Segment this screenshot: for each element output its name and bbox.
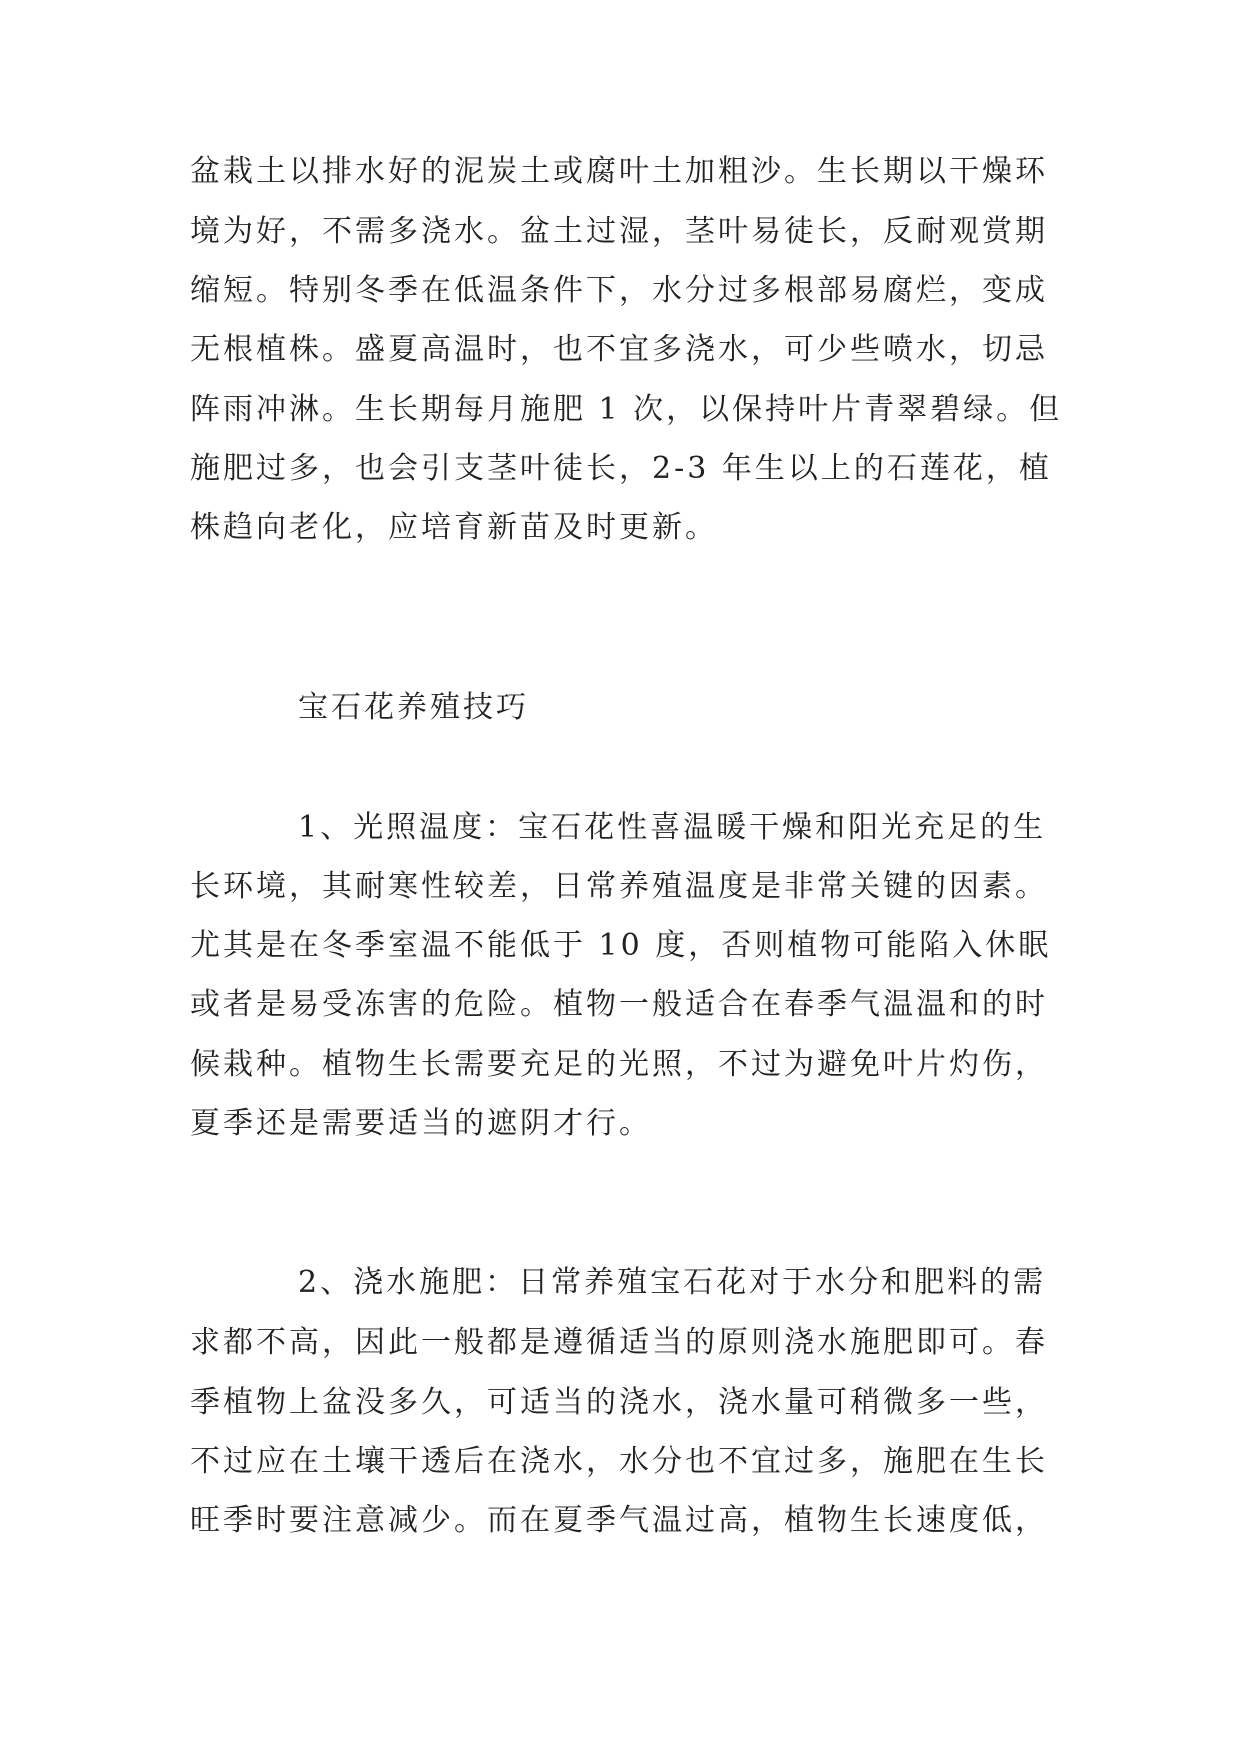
paragraph-3-line-2: 求都不高，因此一般都是遵循适当的原则浇水施肥即可。春 (190, 1325, 1048, 1360)
paragraph-1-line-2: 境为好，不需多浇水。盆土过湿，茎叶易徒长，反耐观赏期 (190, 214, 1048, 249)
paragraph-2-line-4: 或者是易受冻害的危险。植物一般适合在春季气温温和的时 (190, 987, 1048, 1022)
paragraph-3-line-1: 2、浇水施肥：日常养殖宝石花对于水分和肥料的需 (298, 1265, 1047, 1300)
paragraph-1-line-3: 缩短。特别冬季在低温条件下，水分过多根部易腐烂，变成 (190, 273, 1048, 308)
paragraph-3-line-4: 不过应在土壤干透后在浇水，水分也不宜过多，施肥在生长 (190, 1444, 1048, 1479)
paragraph-3-line-5: 旺季时要注意减少。而在夏季气温过高，植物生长速度低， (190, 1503, 1048, 1538)
paragraph-2-line-3: 尤其是在冬季室温不能低于 10 度，否则植物可能陷入休眠 (190, 928, 1052, 963)
paragraph-1-line-6: 施肥过多，也会引支茎叶徒长，2-3 年生以上的石莲花，植 (190, 451, 1052, 486)
paragraph-1-line-7: 株趋向老化，应培育新苗及时更新。 (190, 510, 718, 545)
paragraph-1-line-1: 盆栽土以排水好的泥炭土或腐叶土加粗沙。生长期以干燥环 (190, 154, 1048, 189)
paragraph-3-line-3: 季植物上盆没多久，可适当的浇水，浇水量可稍微多一些， (190, 1385, 1048, 1420)
paragraph-2-line-1: 1、光照温度：宝石花性喜温暖干燥和阳光充足的生 (298, 810, 1047, 845)
paragraph-1-line-5: 阵雨冲淋。生长期每月施肥 1 次，以保持叶片青翠碧绿。但 (190, 392, 1063, 427)
paragraph-2-line-5: 候栽种。植物生长需要充足的光照，不过为避免叶片灼伤， (190, 1047, 1048, 1082)
paragraph-2-line-2: 长环境，其耐寒性较差，日常养殖温度是非常关键的因素。 (190, 869, 1048, 904)
paragraph-2-line-6: 夏季还是需要适当的遮阴才行。 (190, 1106, 652, 1141)
paragraph-1-line-4: 无根植株。盛夏高温时，也不宜多浇水，可少些喷水，切忌 (190, 332, 1048, 367)
section-heading: 宝石花养殖技巧 (298, 690, 529, 725)
